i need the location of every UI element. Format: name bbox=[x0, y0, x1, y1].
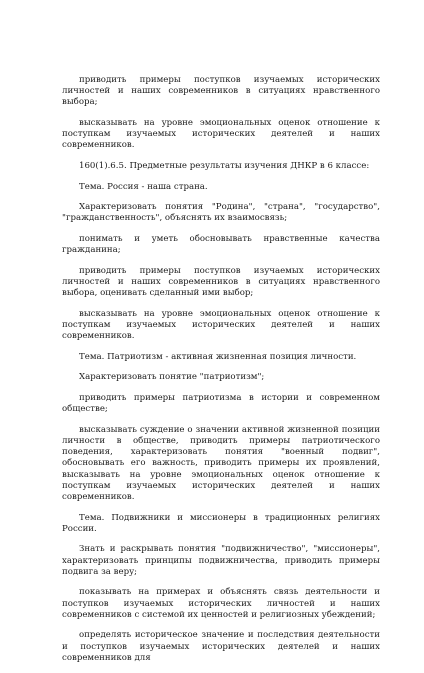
paragraph: приводить примеры патриотизма в истории и современном обществе; bbox=[62, 392, 380, 415]
paragraph: Характеризовать понятия "Родина", "страна", "государство", "гражданственность", объяснять их взаимосвязь; bbox=[62, 202, 380, 224]
topic-heading: Тема. Подвижники и миссионеры в традиционных религиях России. bbox=[62, 512, 380, 534]
document-page bbox=[62, 75, 380, 673]
topic-heading: Тема. Россия - наша страна. bbox=[79, 181, 208, 192]
paragraph: Знать и раскрывать понятия "подвижничество", "миссионеры", характеризовать принципы подвижничества, приводить примеры подвига за веру; bbox=[62, 544, 380, 577]
section-heading: 160(1).6.5. Предметные результаты изучения ДНКР в 6 классе: bbox=[79, 161, 370, 171]
paragraph: понимать и уметь обосновывать нравственные качества гражданина; bbox=[62, 233, 380, 256]
paragraph: высказывать на уровне эмоциональных оценок отношение к поступкам изучаемых исторических деятелей и наших современников. bbox=[62, 308, 380, 342]
paragraph: приводить примеры поступков изучаемых исторических личностей и наших современников в ситуациях нравственного выбора; bbox=[62, 75, 380, 108]
paragraph: определять историческое значение и последствия деятельности и поступков изучаемых исторических деятелей и наших современников для bbox=[62, 630, 380, 663]
paragraph: высказывать суждение о значении активной жизненной позиции личности в обществе, приводить примеры патриотического поведения, характеризовать понятия "военный подвиг", обосновывать его важность, приводить примеры их проявлений, высказывать на уровне эмоциональных оценок отношение к поступкам изучаемых исторических деятелей и наших современников. bbox=[62, 424, 380, 502]
paragraph: показывать на примерах и объяснять связь деятельности и поступков изучаемых исторических личностей и наших современников с системой их ценностей и религиозных убеждений; bbox=[62, 587, 380, 620]
paragraph: приводить примеры поступков изучаемых исторических личностей и наших современников в ситуациях нравственного выбора, оценивать сделанный ими выбор; bbox=[62, 265, 380, 299]
paragraph: Характеризовать понятие "патриотизм"; bbox=[79, 372, 265, 383]
topic-heading: Тема. Патриотизм - активная жизненная позиция личности. bbox=[79, 351, 357, 362]
paragraph: высказывать на уровне эмоциональных оценок отношение к поступкам изучаемых исторических деятелей и наших современников. bbox=[62, 118, 380, 151]
